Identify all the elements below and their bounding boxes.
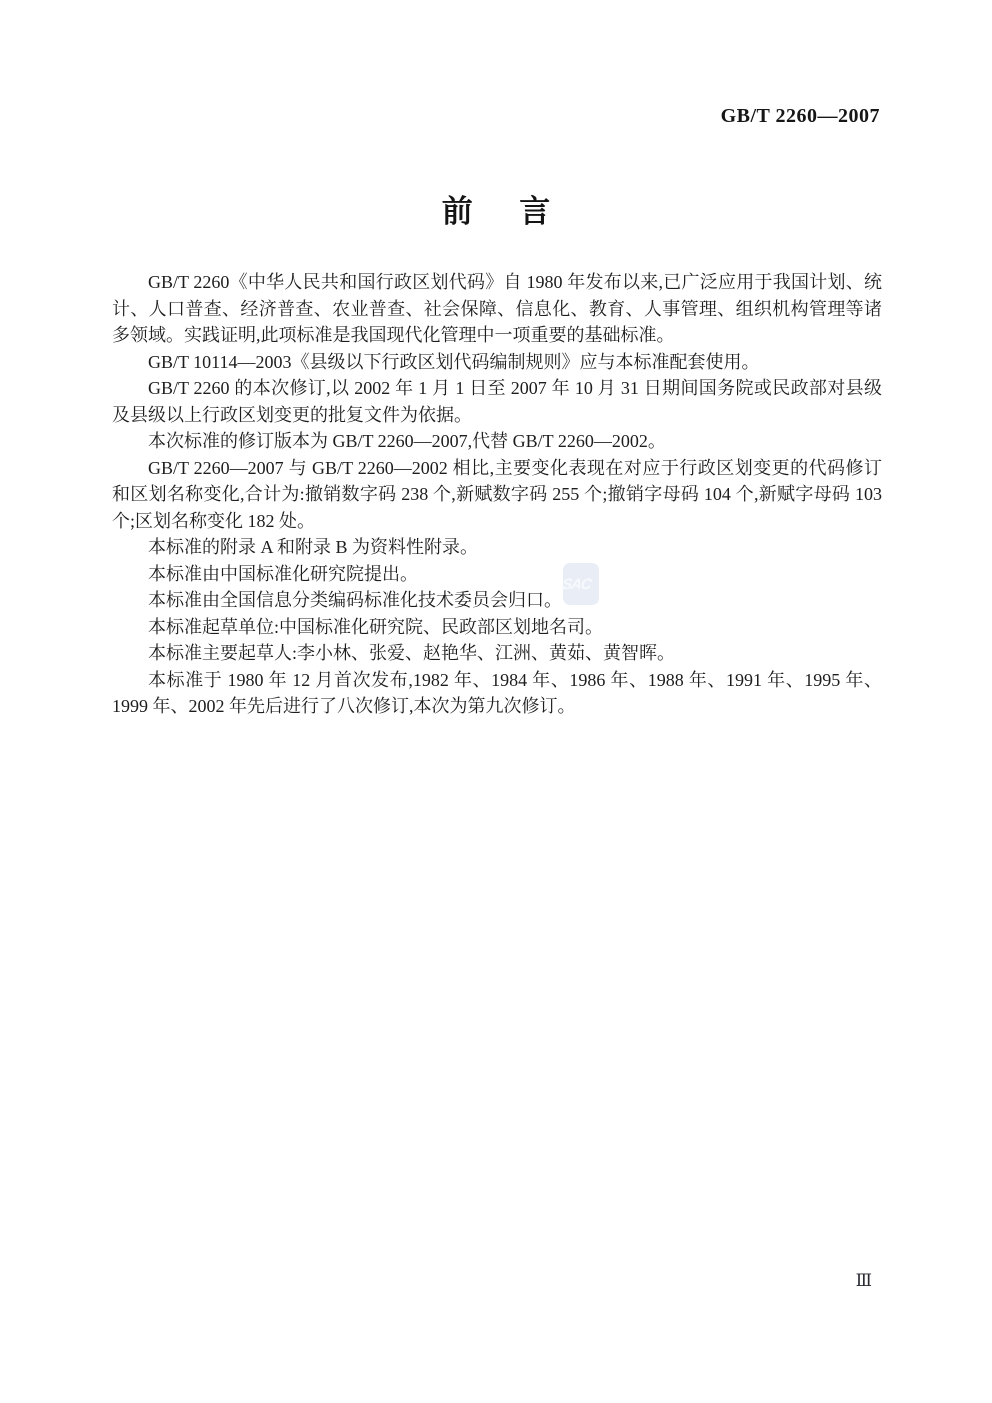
standard-number: GB/T 2260—2007 [720, 105, 880, 127]
paragraph-drafting-units: 本标准起草单位:中国标准化研究院、民政部区划地名司。 [148, 616, 603, 637]
paragraph-changes: GB/T 2260—2007 与 GB/T 2260—2002 相比,主要变化表现在对应于行政区划变更的代码修订和区划名称变化,合计为:撤销数字码 238 个,新赋数字码 255 个;撤销字母码 104 个,新赋字母码 103 个;区划名称变化 182 处。 [112, 457, 882, 531]
paragraph-annexes: 本标准的附录 A 和附录 B 为资料性附录。 [148, 537, 479, 557]
paragraph-revision-basis: GB/T 2260 的本次修订,以 2002 年 1 月 1 日至 2007 年 10 月 31 日期间国务院或民政部对县级及县级以上行政区划变更的批复文件为依据。 [112, 378, 882, 425]
paragraph-intro: GB/T 2260《中华人民共和国行政区划代码》自 1980 年发布以来,已广泛应用于我国计划、统计、人口普查、经济普查、农业普查、社会保障、信息化、教育、人事管理、组织机构管理等诸多领域。实践证明,此项标准是我国现代化管理中一项重要的基础标准。 [112, 272, 882, 345]
paragraph-version: 本次标准的修订版本为 GB/T 2260—2007,代替 GB/T 2260—2002。 [148, 431, 666, 451]
paragraph-committee: 本标准由全国信息分类编码标准化技术委员会归口。 [148, 590, 562, 610]
paragraph-companion: GB/T 10114—2003《县级以下行政区划代码编制规则》应与本标准配套使用。 [148, 351, 760, 372]
page-number: Ⅲ [855, 1271, 872, 1290]
paragraph-drafters: 本标准主要起草人:李小林、张爱、赵艳华、江洲、黄茹、黄智晖。 [148, 643, 675, 663]
paragraph-history: 本标准于 1980 年 12 月首次发布,1982 年、1984 年、1986 年、1988 年、1991 年、1995 年、1999 年、2002 年先后进行了八次修订,本次为第九次修订。 [112, 669, 882, 716]
page-title: 前言 [441, 194, 597, 229]
paragraph-proposer: 本标准由中国标准化研究院提出。 [148, 563, 418, 584]
sac-watermark-label: SAC [560, 575, 592, 593]
foreword-body [112, 269, 882, 720]
